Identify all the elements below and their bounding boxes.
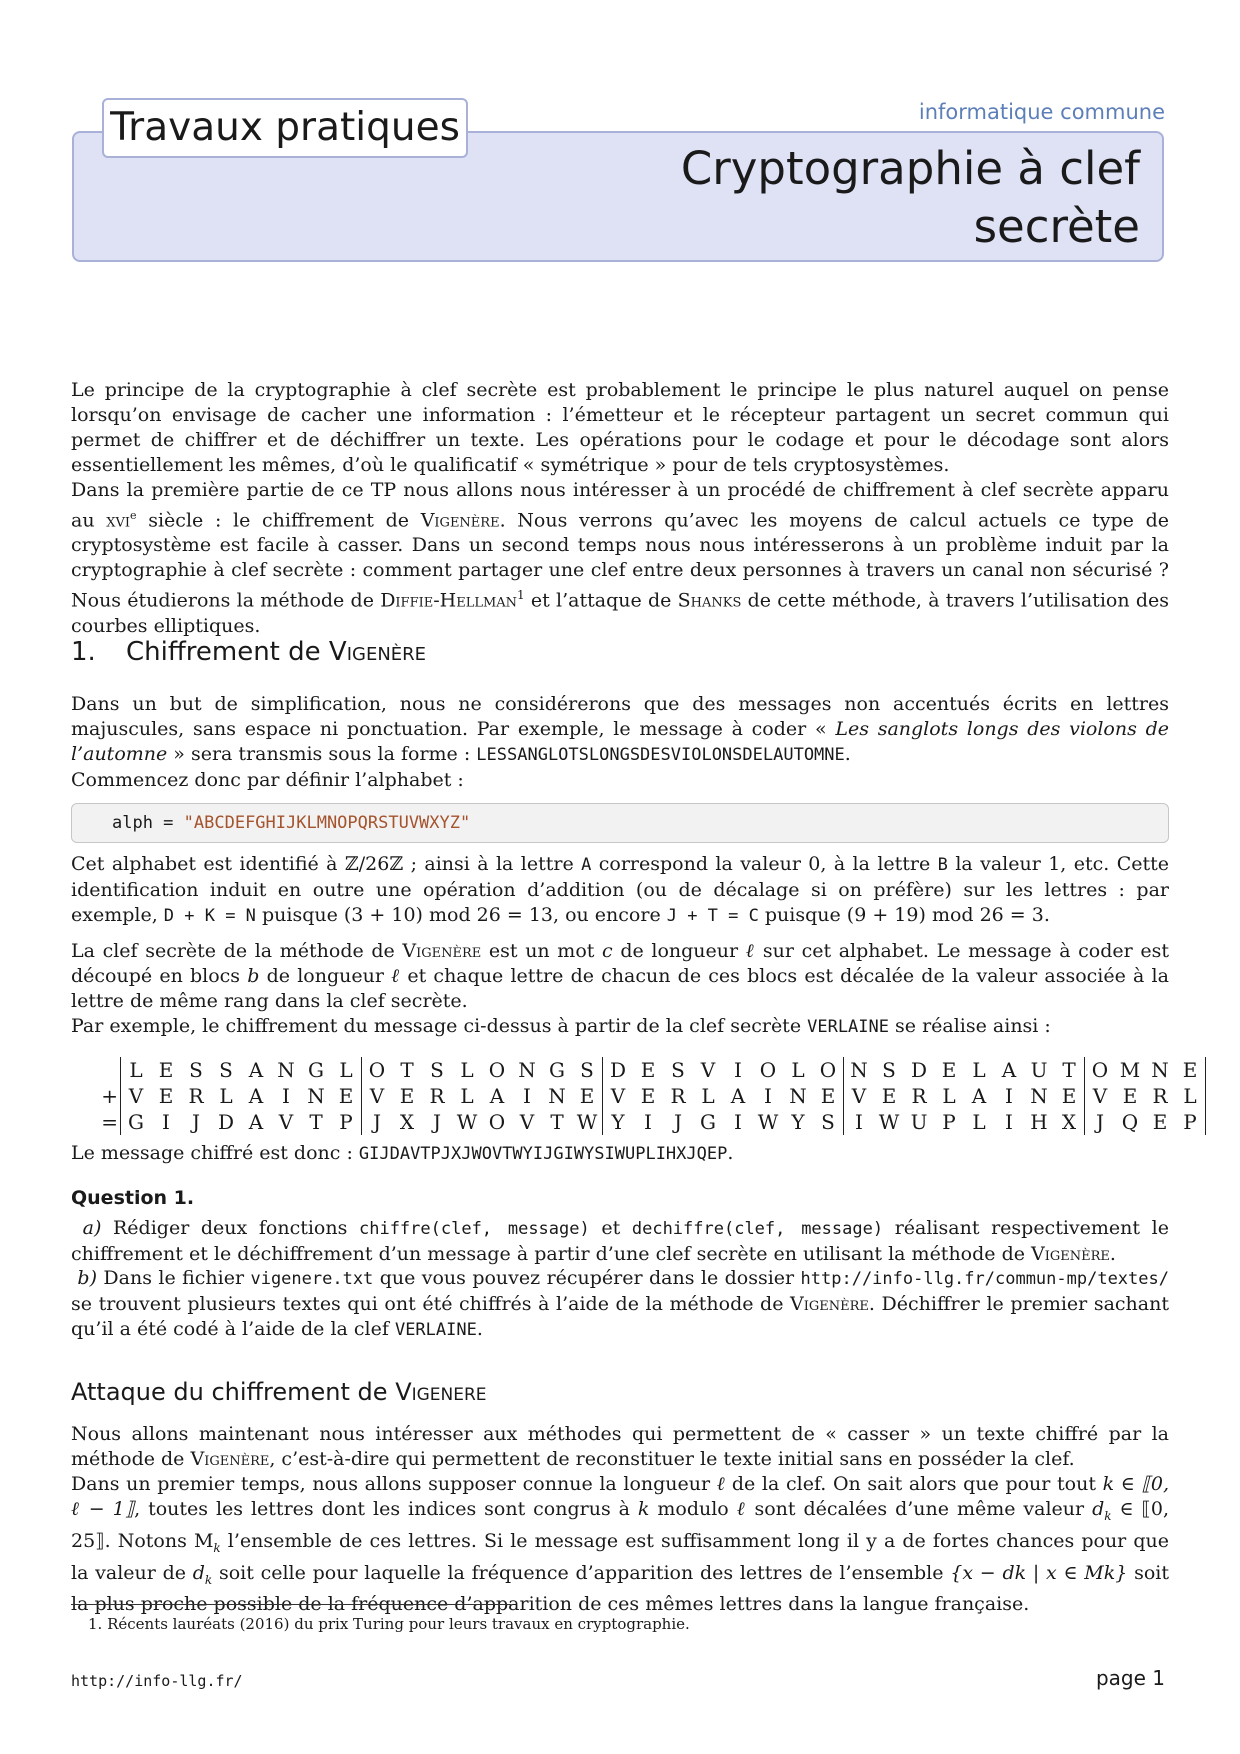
footnote-rule [71,1604,511,1605]
cipher-result: Le message chiffré est donc : GIJDAVTPJXJWOVTWYIJGIWYSIWUPLIHXJQEP. [71,1142,734,1164]
letter-cell: U [910,1110,928,1134]
letter-cell: A [248,1110,264,1134]
letter-cell: W [456,1110,478,1134]
letter-cell: E [399,1084,415,1108]
letter-cell: N [307,1084,325,1108]
letter-cell: I [644,1110,652,1134]
vigenere-row [98,1109,1206,1135]
intro-paragraph-2: Dans la première partie de ce TP nous allons nous intéresser à un procédé de chiffrement à clef secrète apparu au xvi$^e$ siècle : le chiffrement de Vigenère. Nous verrons qu’avec les moyens de calcul actuels ce type de cryptosystème est facile à casser. Dans un second temps nous nous intéresserons à un problème induit par la cryptographie à clef secrète : comment partager une clef entre deux personnes à travers un canal non sécurisé ? Nous étudierons la méthode de Diffie-Hellman$^1$ et l’attaque de Shanks de cette méthode, à travers l’utilisation des courbes elliptiques. [71,479,1169,637]
letter-cell: E [158,1058,174,1082]
letter-cell: E [1152,1110,1168,1134]
letter-cell: E [158,1084,174,1108]
letter-cell: L [339,1058,353,1082]
letter-cell: I [1005,1084,1013,1108]
letter-cell: L [219,1084,233,1108]
letter-cell: P [1175,1109,1206,1135]
letter-cell: T [309,1110,323,1134]
letter-cell: E [820,1084,836,1108]
letter-cell: I [764,1084,772,1108]
letter-cell: N [789,1084,807,1108]
letter-cell: X [1061,1110,1077,1134]
letter-cell: P [339,1110,353,1134]
set-expression: {x − dk | x ∈ Mk} [950,1561,1128,1584]
letter-cell: E [1122,1084,1138,1108]
footnote-mark: 1 [517,588,525,603]
vigenere-row [98,1057,1206,1083]
letter-cell: I [734,1110,742,1134]
letter-cell: R [429,1084,445,1108]
letter-cell: T [550,1110,564,1134]
letter-cell: V [603,1083,634,1109]
letter-cell: S [430,1058,444,1082]
letter-cell: D [910,1058,928,1082]
letter-cell: R [670,1084,686,1108]
letter-cell: L [121,1057,152,1083]
letter-cell: E [640,1084,656,1108]
operator-cell [98,1057,121,1083]
letter-cell: S [882,1058,896,1082]
letter-cell: L [460,1084,474,1108]
letter-cell: E [338,1084,354,1108]
letter-cell: A [248,1058,264,1082]
letter-cell: I [162,1110,170,1134]
letter-cell: H [1030,1110,1048,1134]
letter-cell: G [308,1058,324,1082]
letter-cell: R [1152,1084,1168,1108]
letter-cell: S [580,1058,594,1082]
section-1-intro [71,692,1169,793]
letter-cell: J [1085,1109,1116,1135]
letter-cell: J [673,1110,683,1134]
letter-cell: S [821,1110,835,1134]
letter-cell: T [400,1058,414,1082]
intro-paragraph-1: Le principe de la cryptographie à clef secrète est probablement le principe le plus naturel auquel on pense lorsqu’on envisage de cacher une information : l’émetteur et le récepteur partagent un secret commun qui permet de chiffrer et de déchiffrer un texte. Les opérations pour le codage et pour le décodage sont alors essentiellement les mêmes, d’où le qualificatif « symétrique » pour de tels cryptosystèmes. [71,379,1169,476]
letter-cell: D [217,1110,235,1134]
letter-cell: J [362,1109,393,1135]
letter-cell: E [640,1058,656,1082]
letter-cell: L [791,1058,805,1082]
question-1-b: b) Dans le fichier vigenere.txt que vous pouvez récupérer dans le dossier http://info-llg.fr/commun-mp/textes/ se trouvent plusieurs textes qui ont été chiffrés à l’aide de la méthode de Vigenère. Déchiffrer le premier sachant qu’il a été codé à l’aide de la clef VERLAINE. [71,1267,1169,1340]
operator-cell: + [101,1084,118,1108]
letter-cell: R [188,1084,204,1108]
letter-cell: M [1119,1058,1141,1082]
letter-cell: Y [791,1110,805,1134]
letter-cell: W [757,1110,779,1134]
operator-cell: = [101,1110,118,1134]
intro-section [71,378,1169,639]
letter-cell: E [1175,1057,1206,1083]
letter-cell: D [603,1057,634,1083]
letter-cell: Y [603,1109,634,1135]
letter-cell: L [942,1084,956,1108]
attack-paragraph-1: Nous allons maintenant nous intéresser aux méthodes qui permettent de « casser » un texte chiffré par la méthode de Vigenère, c’est-à-dire qui permettent de reconstituer le texte initial sans en posséder la clef. [71,1423,1169,1470]
letter-cell: I [1005,1110,1013,1134]
letter-cell: E [1061,1084,1077,1108]
letter-cell: I [282,1084,290,1108]
letter-cell: R [911,1084,927,1108]
letter-cell: A [730,1084,746,1108]
letter-cell: E [881,1084,897,1108]
letter-cell: N [844,1057,875,1083]
attack-section [71,1422,1169,1617]
letter-cell: O [362,1057,393,1083]
course-label: informatique commune [918,100,1165,124]
letter-cell: L [701,1084,715,1108]
vigenere-row [98,1083,1206,1109]
letter-cell: L [460,1058,474,1082]
letter-cell: V [1085,1083,1116,1109]
letter-cell: G [549,1058,565,1082]
letter-cell: T [1062,1058,1076,1082]
attack-heading: Attaque du chiffrement de Vigenere [71,1378,487,1406]
vigenere-table [98,1057,1206,1135]
letter-cell: P [942,1110,956,1134]
letter-cell: W [878,1110,900,1134]
letter-cell: N [548,1084,566,1108]
letter-cell: A [248,1084,264,1108]
section-1-heading: 1. Chiffrement de Vigenère [71,637,427,667]
letter-cell: A [1001,1058,1017,1082]
letter-cell: I [734,1058,742,1082]
letter-cell: O [1085,1057,1116,1083]
letter-cell: O [759,1058,777,1082]
letter-cell: V [278,1110,294,1134]
attack-paragraph-2: Dans un premier temps, nous allons supposer connue la longueur ℓ de la clef. On sait alors que pour tout k ∈ ⟦0, ℓ − 1⟧, toutes les lettres dont les indices sont congrus à k modulo ℓ sont décalées d’une même valeur $d_k$ ∈ ⟦0, 25⟧. Notons $M_k$ l’ensemble de ces lettres. Si le message est suffisamment long il y a de fortes chances pour que la valeur de $d_k$ soit celle pour laquelle la fréquence d’apparition des lettres de l’ensemble {x − dk | x ∈ Mk} soit la plus proche possible de la fréquence d’apparition de ces mêmes lettres dans la langue française. [71,1473,1170,1616]
letter-cell: N [277,1058,295,1082]
letter-cell: J [432,1110,442,1134]
letter-cell: W [576,1110,598,1134]
letter-cell: V [700,1058,716,1082]
letter-cell: V [121,1083,152,1109]
letter-cell: I [523,1084,531,1108]
key-paragraph: La clef secrète de la méthode de Vigenère est un mot c de longueur ℓ sur cet alphabet. Le message à coder est découpé en blocs b de longueur ℓ et chaque lettre de chacun de ces blocs est décalée de la valeur associée à la lettre de même rang dans la clef secrète. Par exemple, le chiffrement du message ci-dessus à partir de la clef secrète VERLAINE se réalise ainsi : [71,940,1169,1037]
letter-cell: G [700,1110,716,1134]
letter-cell: S [219,1058,233,1082]
footnote: 1. Récents lauréats (2016) du prix Turing pour leurs travaux en cryptographie. [88,1615,690,1633]
letter-cell: N [1151,1058,1169,1082]
letter-cell: J [191,1110,201,1134]
letter-cell: V [362,1083,393,1109]
letter-cell: O [488,1058,506,1082]
letter-cell: O [488,1110,506,1134]
letter-cell: V [844,1083,875,1109]
letter-cell: X [399,1110,415,1134]
letter-cell: O [819,1058,837,1082]
letter-cell: E [941,1058,957,1082]
letter-cell: A [489,1084,505,1108]
letter-cell: L [972,1058,986,1082]
alphabet-prompt: Commencez donc par définir l’alphabet : [71,769,464,791]
letter-cell: U [1030,1058,1048,1082]
letter-cell: E [579,1084,595,1108]
letter-cell: A [971,1084,987,1108]
resource-link[interactable]: http://info-llg.fr/commun-mp/textes/ [800,1269,1169,1289]
simplification-paragraph: Dans un but de simplification, nous ne considérerons que des messages non accentués écrits en lettres majuscules, sans espace ni ponctuation. Par exemple, le message à coder « Les sanglots longs des violons de l’automne » sera transmis sous la forme : LESSANGLOTSLONGSDESVIOLONSDELAUTOMNE. [71,693,1170,765]
letter-cell: G [121,1109,152,1135]
letter-cell: I [844,1109,875,1135]
letter-cell: V [519,1110,535,1134]
footer-url[interactable]: http://info-llg.fr/ [71,1672,243,1690]
page-number: page 1 [1095,1666,1165,1690]
code-block: alph = "ABCDEFGHIJKLMNOPQRSTUVWXYZ" [71,803,1169,843]
question-1-a: a) Rédiger deux fonctions chiffre(clef, message) et dechiffre(clef, message) réalisant respectivement le chiffrement et le déchiffrement d’un message à partir d’une clef secrète en utilisant la méthode de Vigenère. [71,1217,1169,1265]
question-1-title: Question 1. [71,1187,195,1209]
letter-cell: N [518,1058,536,1082]
letter-cell: S [671,1058,685,1082]
alphabet-paragraph: Cet alphabet est identifié à ℤ/26ℤ ; ainsi à la lettre A correspond la valeur 0, à la lettre B la valeur 1, etc. Cette identification induit en outre une opération d’addition (ou de décalage si on préfère) sur les lettres : par exemple, D + K = N puisque (3 + 10) mod 26 = 13, ou encore J + T = C puisque (9 + 19) mod 26 = 3. [71,853,1169,926]
letter-cell: N [1030,1084,1048,1108]
letter-cell: S [189,1058,203,1082]
letter-cell: L [1175,1083,1206,1109]
page-title: Cryptographie à clef secrète [680,142,1140,253]
letter-cell: L [972,1110,986,1134]
tp-label: Travaux pratiques [102,98,468,158]
letter-cell: Q [1121,1110,1139,1134]
